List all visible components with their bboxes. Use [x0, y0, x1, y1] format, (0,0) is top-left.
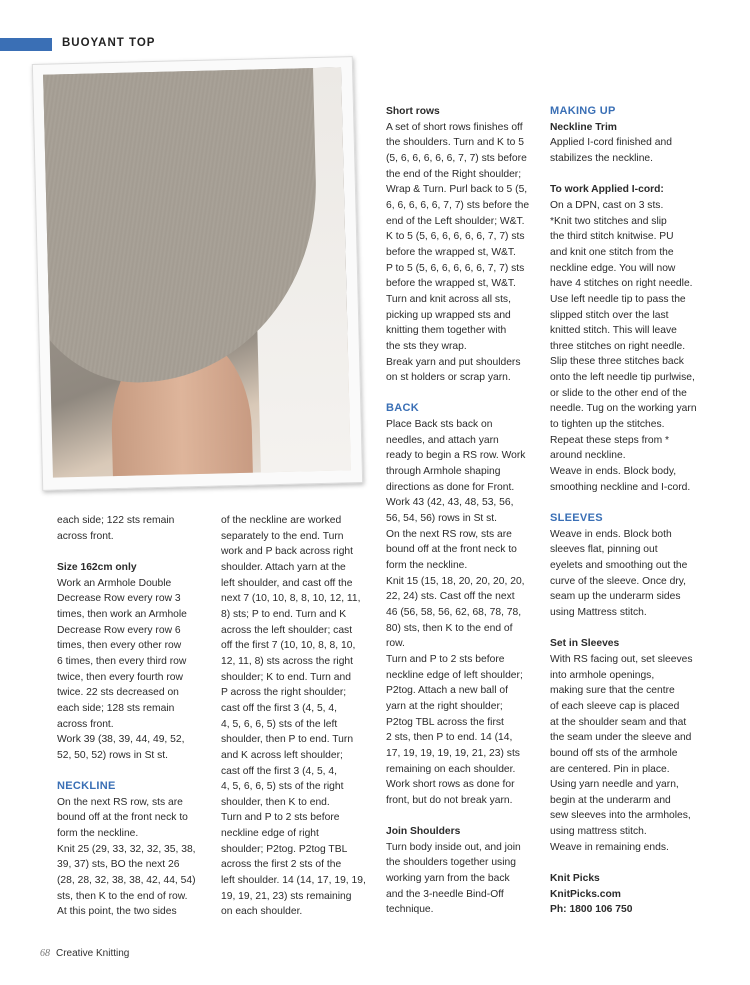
- paragraph: Weave in ends. Block both sleeves flat, pinning out eyelets and smoothing out the curve of the sleeve. Once dry, seam up the underarm sides using Mattress stitch.: [550, 528, 688, 618]
- garment-photo: [43, 67, 351, 477]
- supplier-phone: Ph: 1800 106 750: [550, 904, 633, 916]
- garment-photo-frame: [32, 56, 363, 491]
- paragraph: Turn body inside out, and join the shoulders together using working yarn from the back and the 3-needle Bind-Off technique.: [386, 841, 521, 916]
- supplier-website: KnitPicks.com: [550, 888, 621, 900]
- page-footer: [40, 948, 129, 959]
- paragraph: With RS facing out, set sleeves into armhole openings, making sure that the centre of each sleeve cap is placed at the shoulder seam and that the seam under the sleeve and bound off sts of the armhole are centered. Pin in place. Using yarn needle and yarn, begin at the underarm and sew sleeves into the armholes, using mattress stitch. Weave in remaining ends.: [550, 653, 693, 853]
- subheading: Set in Sleeves: [550, 638, 620, 650]
- section-heading-sleeves: SLEEVES: [550, 512, 603, 525]
- paragraph: Applied I-cord finished and stabilizes the neckline.: [550, 137, 672, 164]
- section-heading-back: BACK: [386, 402, 419, 415]
- subheading: To work Applied I-cord:: [550, 184, 664, 196]
- paragraph: A set of short rows finishes off the shoulders. Turn and K to 5 (5, 6, 6, 6, 6, 6, 7, 7) sts before the end of the Right shoulder; Wrap & Turn. Purl back to 5 (5, 6, 6, 6, 6, 6, 7, 7) sts before the end of the Left shoulder; W&T. K to 5 (5, 6, 6, 6, 6, 6, 7, 7) sts before the wrapped st, W&T. P to 5 (5, 6, 6, 6, 6, 6, 7, 7) sts before the wrapped st, W&T. Turn and knit across all sts, picking up wrapped sts and knitting them together with the sts they wrap. Break yarn and put shoulders on st holders or scrap yarn.: [386, 121, 530, 384]
- paragraph: On the next RS row, sts are bound off at the front neck to form the neckline. Knit 25 (29, 33, 32, 32, 35, 38, 39, 37) sts, BO the next 26 (28, 28, 32, 38, 38, 42, 44, 54) sts, then K to the end of row. At this point, the two sides: [57, 796, 196, 918]
- column-3: [386, 104, 546, 918]
- paragraph: Work an Armhole Double Decrease Row every row 3 times, then work an Armhole Decrease Row every row 6 times, then every other row 6 times, then every third row twice, then every fourth row twice. 22 sts decreased on each side; 128 sts remain across front. Work 39 (38, 39, 44, 49, 52, 52, 50, 52) rows in St st.: [57, 577, 187, 761]
- page-title: BUOYANT TOP: [62, 37, 156, 49]
- paragraph: Place Back sts back on needles, and attach yarn ready to begin a RS row. Work through Armhole shaping directions as done for Front. Work 43 (42, 43, 48, 53, 56, 56, 54, 56) rows in St st. On the next RS row, sts are bound off at the front neck to form the neckline. Knit 15 (15, 18, 20, 20, 20, 20, 22, 24) sts. Cast off the next 46 (56, 58, 56, 62, 68, 78, 78, 80) sts, then K to the end of row. Turn and P to 2 sts before neckline edge of left shoulder; P2tog. Attach a new ball of yarn at the right shoulder; P2tog TBL across the first 2 sts, then P to end. 14 (14, 17, 19, 19, 19, 19, 21, 23) sts remaining on each shoulder. Work short rows as done for front, but do not break yarn.: [386, 419, 526, 806]
- page-number: 68: [40, 948, 50, 959]
- magazine-name: Creative Knitting: [56, 948, 130, 959]
- subheading: Size 162cm only: [57, 561, 137, 573]
- paragraph: On a DPN, cast on 3 sts. *Knit two stitches and slip the third stitch knitwise. PU and knit one stitch from the neckline edge. You will now have 4 stitches on right needle. Use left needle tip to pass the slipped stitch over the last knitted stitch. This will leave three stitches on right needle. Slip these three stitches back onto the left needle tip purlwise, or slide to the other end of the needle. Tug on the working yarn to tighten up the stitches. Repeat these steps from * around neckline. Weave in ends. Block body, smoothing neckline and I-cord.: [550, 199, 697, 493]
- column-2: [221, 513, 381, 920]
- column-4: [550, 104, 715, 918]
- paragraph: of the neckline are worked separately to the end. Turn work and P back across right shoulder. Attach yarn at the left shoulder, and cast off the next 7 (10, 10, 8, 8, 10, 12, 11, 8) sts; P to end. Turn and K across the left shoulder; cast off the first 7 (10, 10, 8, 8, 10, 12, 11, 8) sts across the right shoulder; K to end. Turn and P across the right shoulder; cast off the first 3 (4, 5, 4, 4, 5, 6, 6, 5) sts of the left shoulder, then P to end. Turn and K across left shoulder; cast off the first 3 (4, 5, 4, 4, 5, 6, 6, 5) sts of the right shoulder, then K to end. Turn and P to 2 sts before neckline edge of right shoulder; P2tog. P2tog TBL across the first 2 sts of the left shoulder. 14 (14, 17, 19, 19, 19, 19, 21, 23) sts remaining on each shoulder.: [221, 515, 366, 918]
- supplier-name: Knit Picks: [550, 873, 600, 885]
- subheading: Join Shoulders: [386, 826, 461, 838]
- section-heading-neckline: NECKLINE: [57, 780, 116, 793]
- section-heading-making-up: MAKING UP: [550, 105, 616, 117]
- subheading: Neckline Trim: [550, 121, 617, 133]
- column-1: [57, 513, 217, 920]
- header-accent-bar: [0, 38, 52, 51]
- subheading: Short rows: [386, 106, 440, 117]
- paragraph: each side; 122 sts remain across front.: [57, 515, 175, 542]
